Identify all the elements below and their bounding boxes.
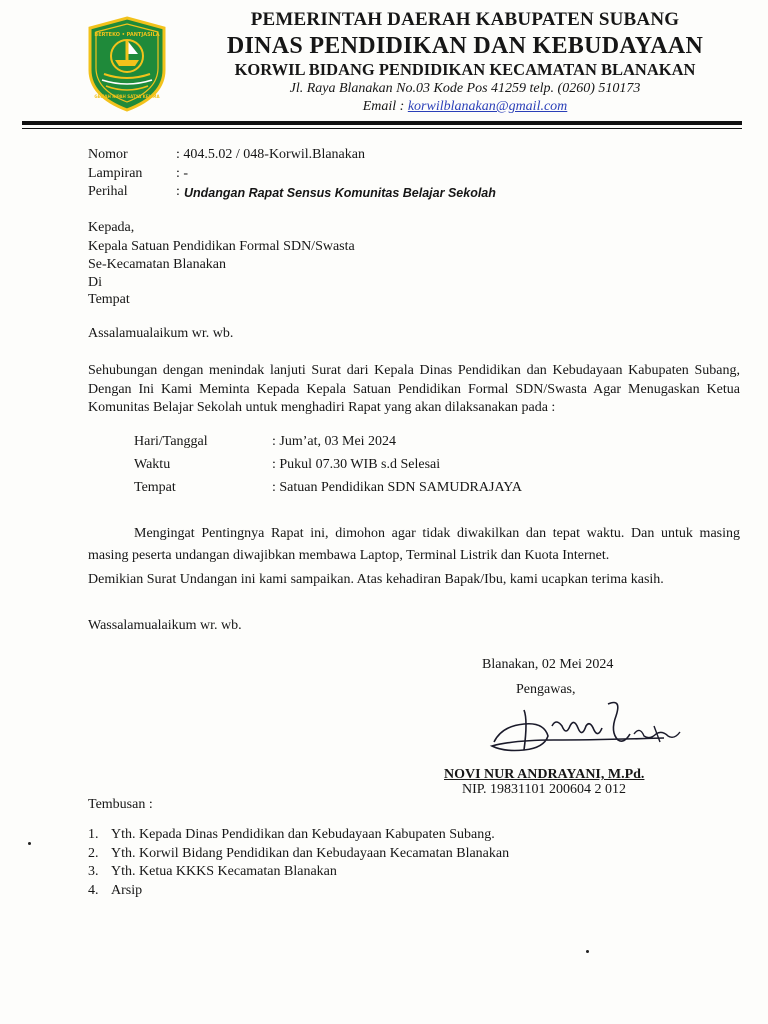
lampiran-label: Lampiran	[88, 166, 143, 181]
para2-line-2: masing peserta undangan diwajibkan membawa Laptop, Terminal Listrik dan Kuota Internet.	[88, 548, 610, 563]
signature-title: Pengawas,	[516, 682, 576, 697]
scan-speck	[28, 842, 31, 845]
email-label: Email :	[362, 99, 408, 114]
handwritten-signature-icon	[484, 696, 694, 764]
recipient-line-2: Kepala Satuan Pendidikan Formal SDN/Swasta	[88, 239, 355, 254]
detail-value-place: : Satuan Pendidikan SDN SAMUDRAJAYA	[272, 480, 522, 495]
signer-name: NOVI NUR ANDRAYANI, M.Pd.	[444, 767, 645, 782]
para3-line: Demikian Surat Undangan ini kami sampaikan. Atas kehadiran Bapak/Ibu, kami ucapkan terima kasih.	[88, 572, 664, 587]
detail-value-time: : Pukul 07.30 WIB s.d Selesai	[272, 457, 441, 472]
opening-greeting: Assalamualaikum wr. wb.	[88, 326, 234, 341]
cc-item-3-num: 3.	[88, 864, 99, 879]
signature-place-date: Blanakan, 02 Mei 2024	[482, 657, 614, 672]
letterhead-government: PEMERINTAH DAERAH KABUPATEN SUBANG	[250, 9, 680, 30]
nomor-value: : 404.5.02 / 048-Korwil.Blanakan	[176, 147, 365, 162]
perihal-colon: :	[176, 184, 180, 199]
signer-nip: NIP. 19831101 200604 2 012	[462, 782, 626, 797]
recipient-line-1: Kepada,	[88, 220, 135, 235]
scan-speck	[586, 950, 589, 953]
cc-item-2-text: Yth. Korwil Bidang Pendidikan dan Kebudayaan Kecamatan Blanakan	[111, 846, 510, 861]
recipient-line-4: Di	[88, 275, 102, 290]
perihal-label: Perihal	[88, 184, 128, 199]
detail-label-date: Hari/Tanggal	[134, 434, 208, 449]
subang-coat-of-arms-icon	[86, 16, 168, 112]
perihal-value: Undangan Rapat Sensus Komunitas Belajar Sekolah	[184, 186, 496, 200]
email-link[interactable]: korwilblanakan@gmail.com	[407, 99, 568, 114]
nomor-label: Nomor	[88, 147, 128, 162]
detail-label-place: Tempat	[134, 480, 176, 495]
letterhead-office: KORWIL BIDANG PENDIDIKAN KECAMATAN BLANAKAN	[234, 60, 696, 79]
letterhead-email-line	[180, 98, 750, 116]
detail-label-time: Waktu	[134, 457, 171, 472]
recipient-line-5: Tempat	[88, 292, 130, 307]
para1-line-2: Dengan Ini Kami Meminta Kepada Kepala Satuan Pendidikan Formal SDN/Swasta Agar Menugaskan Ketua	[88, 382, 740, 397]
letterhead-agency: DINAS PENDIDIKAN DAN KEBUDAYAAN	[226, 33, 704, 59]
detail-value-date: : Jum’at, 03 Mei 2024	[272, 434, 397, 449]
cc-item-4-num: 4.	[88, 883, 99, 898]
letterhead-divider-thick	[22, 121, 742, 125]
letterhead-address: Jl. Raya Blanakan No.03 Kode Pos 41259 telp. (0260) 510173	[289, 81, 641, 96]
cc-heading: Tembusan :	[88, 797, 153, 812]
lampiran-value: : -	[176, 166, 189, 181]
para2-line-1: Mengingat Pentingnya Rapat ini, dimohon agar tidak diwakilkan dan tepat waktu. Dan untuk masing	[134, 526, 740, 541]
cc-item-4-text: Arsip	[111, 883, 143, 898]
cc-item-1-num: 1.	[88, 827, 99, 842]
closing-greeting: Wassalamualaikum wr. wb.	[88, 618, 242, 633]
cc-item-1-text: Yth. Kepada Dinas Pendidikan dan Kebudayaan Kabupaten Subang.	[111, 827, 495, 842]
letterhead-divider-thin	[22, 128, 742, 129]
cc-item-2-num: 2.	[88, 846, 99, 861]
letterhead	[180, 8, 750, 116]
logo-bottom-text: GEMAH RIPAH SATYA KELIMA	[94, 94, 160, 99]
logo-top-text: BERTEKO • PANTJASILA	[94, 32, 160, 38]
recipient-line-3: Se-Kecamatan Blanakan	[88, 257, 226, 272]
cc-item-3-text: Yth. Ketua KKKS Kecamatan Blanakan	[111, 864, 337, 879]
para1-line-1: Sehubungan dengan menindak lanjuti Surat dari Kepala Dinas Pendidikan dan Kebudayaan Kabupaten Subang,	[88, 363, 740, 378]
para1-line-3: Komunitas Belajar Sekolah untuk menghadiri Rapat yang akan dilaksanakan pada :	[88, 400, 556, 415]
